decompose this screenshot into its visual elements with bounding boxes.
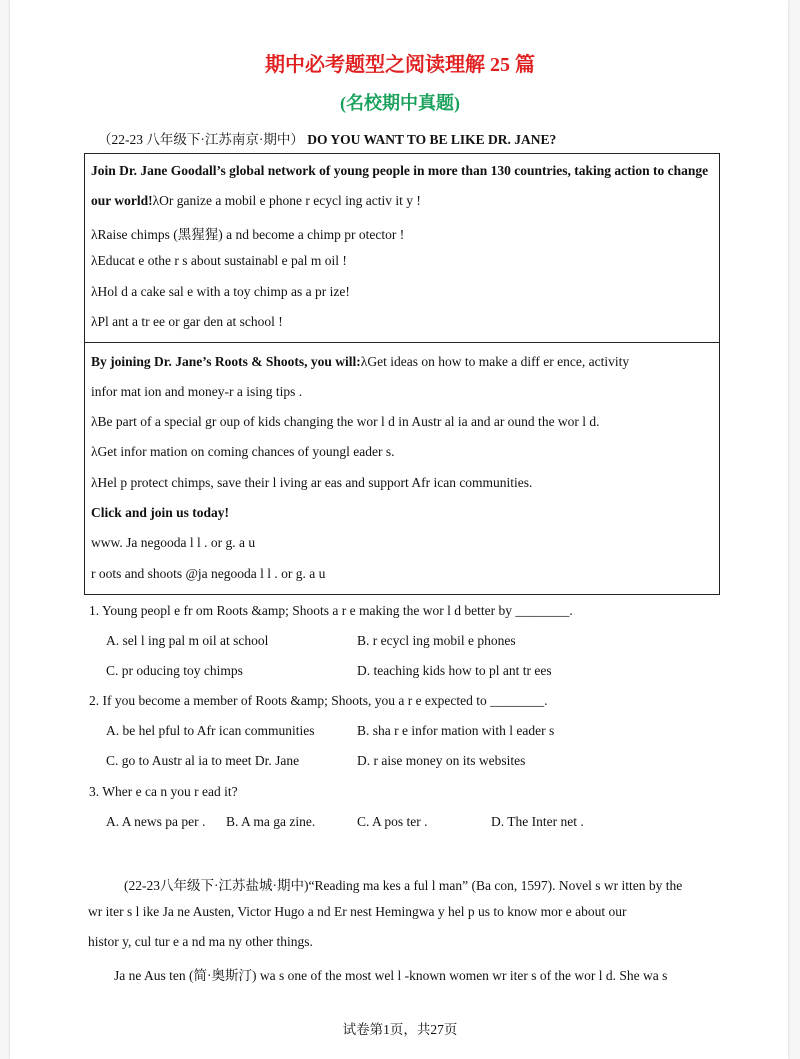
question-3-option-a[interactable]: A. A news pa per . [106,814,206,829]
question-1-option-c[interactable]: C. pr oducing toy chimps [106,663,243,678]
box2-intro-bold: By joining Dr. Jane’s Roots & Shoots, you will: [91,354,361,369]
passage-source: （22-23 八年级下·江苏南京·期中） [98,132,304,147]
question-3-option-c[interactable]: C. A pos ter . [357,814,428,829]
passage2-line-3: histor y, cul tur e a nd ma ny other things. [88,934,313,949]
website-link[interactable]: www. Ja negooda l l . or g. a u [91,535,256,550]
question-1-option-b[interactable]: B. r ecycl ing mobil e phones [357,633,516,648]
info-box-benefits [84,342,720,595]
passage2-line-4: Ja ne Aus ten (简·奥斯汀) wa s one of the most wel l -known women wr iter s of the wor l d. She wa s [114,968,668,983]
list-item: λEducat e othe r s about sustainabl e pal m oil ! [91,253,347,268]
page-subtitle: (名校期中真题) [340,93,460,113]
question-2-stem: 2. If you become a member of Roots &amp; Shoots, you a r e expected to ________. [89,693,548,708]
list-item: λHel p protect chimps, save their l iving ar eas and support Afr ican communities. [91,475,533,490]
list-item: λRaise chimps (黑猩猩) a nd become a chimp pr otector ! [91,227,405,242]
question-2-option-a[interactable]: A. be hel pful to Afr ican communities [106,723,315,738]
passage2-line-2: wr iter s l ike Ja ne Austen, Victor Hugo a nd Er nest Hemingwa y hel p us to know mor e about our [88,904,627,919]
question-1-option-d[interactable]: D. teaching kids how to pl ant tr ees [357,663,552,678]
info-box-join [84,153,720,343]
page-title: 期中必考题型之阅读理解 25 篇 [265,54,535,76]
question-3-stem: 3. Wher e ca n you r ead it? [89,784,238,799]
box1-line2 [91,193,421,209]
question-2-option-b[interactable]: B. sha r e infor mation with l eader s [357,723,555,738]
box2-line2: infor mat ion and money-r a ising tips . [91,384,303,399]
email-link[interactable]: r oots and shoots @ja negooda l l . or g. a u [91,566,326,581]
list-item: λHol d a cake sal e with a toy chimp as a pr ize! [91,284,350,299]
page-footer: 试卷第1页，共27页 [342,1022,458,1037]
question-2-option-c[interactable]: C. go to Austr al ia to meet Dr. Jane [106,753,300,768]
box1-line2-bold: our world! [91,193,153,208]
question-1-stem: 1. Young peopl e fr om Roots &amp; Shoots a r e making the wor l d better by ________. [89,603,573,618]
passage-heading [98,128,556,148]
question-2-option-d[interactable]: D. r aise money on its websites [357,753,526,768]
passage2-line-1: (22-23八年级下·江苏盐城·期中)“Reading ma kes a ful l man” (Ba con, 1597). Novel s wr itten by the [124,878,683,893]
list-item: λBe part of a special gr oup of kids changing the wor l d in Austr al ia and ar ound the wor l d. [91,414,600,429]
call-to-action: Click and join us today! [91,505,230,520]
list-item: λGet infor mation on coming chances of youngl eader s. [91,444,395,459]
box2-intro [91,354,629,370]
list-item: λPl ant a tr ee or gar den at school ! [91,314,283,329]
box1-line2-rest: λOr ganize a mobil e phone r ecycl ing activ it y ! [152,193,421,208]
box2-intro-rest: λGet ideas on how to make a diff er ence, activity [360,354,630,369]
box1-intro: Join Dr. Jane Goodall’s global network of young people in more than 130 countries, taking action to change [91,163,709,178]
question-3-option-d[interactable]: D. The Inter net . [491,814,584,829]
question-1-option-a[interactable]: A. sel l ing pal m oil at school [106,633,269,648]
question-3-option-b[interactable]: B. A ma ga zine. [226,814,316,829]
passage-title: DO YOU WANT TO BE LIKE DR. JANE? [307,132,557,147]
